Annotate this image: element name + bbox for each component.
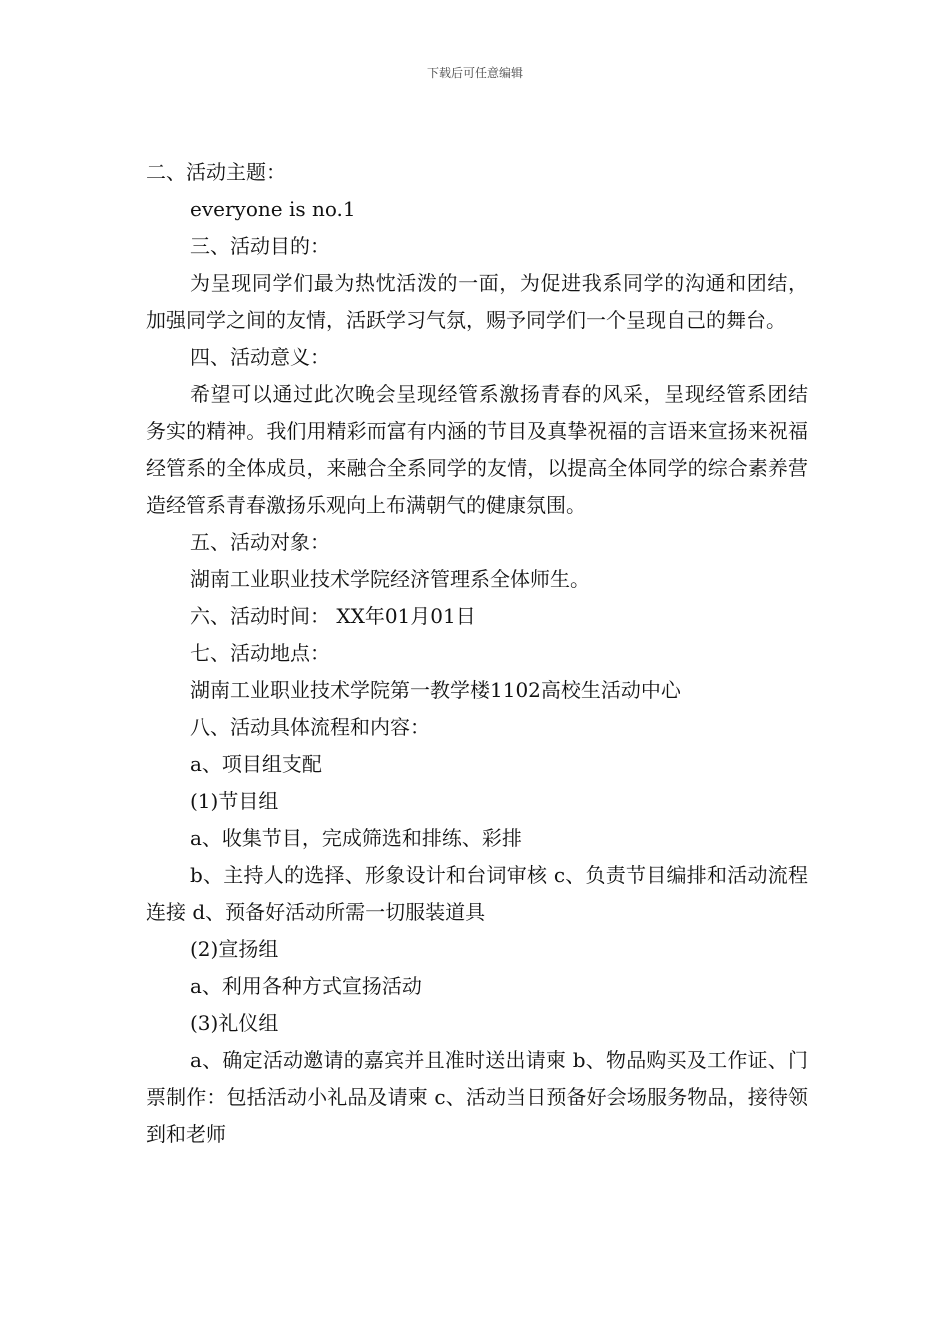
paragraph-program-task-a: a、收集节目，完成筛选和排练、彩排: [190, 826, 522, 850]
paragraph-project-groups: a、项目组支配: [190, 752, 322, 776]
paragraph-section-5-heading: 五、活动对象：: [190, 530, 330, 554]
paragraph-publicity-group: (2)宣扬组: [190, 937, 279, 961]
document-body: [146, 154, 808, 1153]
paragraph-section-3-heading: 三、活动目的：: [190, 234, 330, 258]
paragraph-time: 六、活动时间： XX年01月01日: [190, 604, 476, 628]
paragraph-program-group: (1)节目组: [190, 789, 279, 813]
page-header: 下载后可任意编辑: [426, 66, 523, 80]
paragraph-section-8-heading: 八、活动具体流程和内容：: [190, 715, 430, 739]
paragraph-audience: 湖南工业职业技术学院经济管理系全体师生。: [190, 567, 590, 591]
paragraph-significance: 希望可以通过此次晚会呈现经管系激扬青春的风采，呈现经管系团结务实的精神。我们用精彩而富有内涵的节目及真挚祝福的言语来宣扬来祝福经管系的全体成员，来融合全系同学的友情，以提高全体同学的综合素养营造经管系青春激扬乐观向上布满朝气的健康氛围。: [146, 382, 808, 517]
paragraph-section-4-heading: 四、活动意义：: [190, 345, 330, 369]
paragraph-section-7-heading: 七、活动地点：: [190, 641, 330, 665]
paragraph-publicity-task: a、利用各种方式宣扬活动: [190, 974, 422, 998]
paragraph-section-2-heading: 二、活动主题：: [146, 160, 286, 184]
paragraph-purpose: 为呈现同学们最为热忱活泼的一面，为促进我系同学的沟通和团结，加强同学之间的友情，活跃学习气氛，赐予同学们一个呈现自己的舞台。: [146, 271, 808, 332]
paragraph-etiquette-group: (3)礼仪组: [190, 1011, 279, 1035]
paragraph-location: 湖南工业职业技术学院第一教学楼1102高校生活动中心: [190, 678, 681, 702]
paragraph-program-task-bcd: b、主持人的选择、形象设计和台词审核 c、负责节目编排和活动流程连接 d、预备好活动所需一切服装道具: [146, 863, 808, 924]
paragraph-theme: everyone is no.1: [190, 197, 356, 221]
paragraph-etiquette-tasks: a、确定活动邀请的嘉宾并且准时送出请柬 b、物品购买及工作证、门票制作：包括活动小礼品及请柬 c、活动当日预备好会场服务物品，接待领到和老师: [146, 1048, 808, 1146]
